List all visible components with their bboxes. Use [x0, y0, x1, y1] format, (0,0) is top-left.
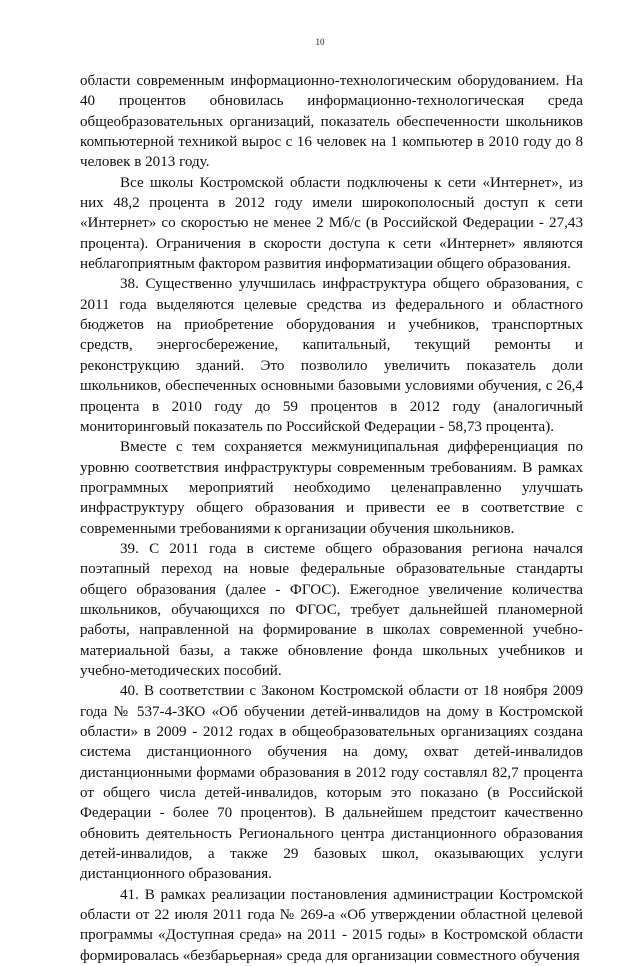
paragraph-40-distance-learning: 40. В соответствии с Законом Костромской области от 18 ноября 2009 года № 537-4-ЗКО «Об обучении детей-инвалидов на дому в Костромской области» в 2009 - 2012 годах в общеобразовательных организациях создана система дистанционного обучения на дому, охват детей-инвалидов дистанционными формами образования в 2012 году составлял 82,7 процента от общего числа детей-инвалидов, которым это показано (в Российской Федерации - более 70 процентов). В дальнейшем предстоит качественно обновить деятельность Регионального центра дистанционного образования детей-инвалидов, а также 29 базовых школ, оказывающих услуги дистанционного образования. [80, 683, 583, 883]
document-body [80, 71, 583, 966]
paragraph-39-fgos-transition: 39. С 2011 года в системе общего образования региона начался поэтапный переход на новые федеральные образовательные стандарты общего образования (далее - ФГОС). Ежегодное увеличение количества школьников, обучающихся по ФГОС, требует дальнейшей планомерной работы, направленной на формирование в школах современной учебно-материальной базы, а также обновление фонда школьных учебников и учебно-методических пособий. [80, 540, 583, 679]
paragraph-continued-from-previous-page: области современным информационно-технологическим оборудованием. На 40 процентов обновилась информационно-технологическая среда общеобразовательных организаций, показатель обеспеченности школьников компьютерной техникой вырос с 16 человек на 1 компьютер в 2010 году до 8 человек в 2013 году. [80, 73, 583, 171]
paragraph-41-accessible-environment: 41. В рамках реализации постановления администрации Костромской области от 22 июля 2011 года № 269-а «Об утверждении областной целевой программы «Доступная среда» на 2011 - 2015 годы» в Костромской области формировалась «безбарьерная» среда для организации совместного обучения [80, 886, 583, 964]
page-number: 10 [315, 37, 325, 47]
paragraph-internet-access: Все школы Костромской области подключены к сети «Интернет», из них 48,2 процента в 2012 году имели широкополосный доступ к сети «Интернет» со скоростью не менее 2 Мб/с (в Российской Федерации - 27,43 процента). Ограничения в скорости доступа к сети «Интернет» являются неблагоприятным фактором развития информатизации общего образования. [80, 174, 583, 273]
paragraph-intermunicipal-differentiation: Вместе с тем сохраняется межмуниципальная дифференциация по уровню соответствия инфраструктуры современным требованиям. В рамках программных мероприятий необходимо целенаправленно улучшать инфраструктуру общего образования и привести ее в соответствие с современными требованиями к организации обучения школьников. [80, 439, 583, 537]
paragraph-38-infrastructure: 38. Существенно улучшилась инфраструктура общего образования, с 2011 года выделяются целевые средства из федерального и областного бюджетов на приобретение оборудования и учебников, транспортных средств, энергосбережение, капитальный, текущий ремонты и реконструкцию зданий. Это позволило увеличить показатель доли школьников, обеспеченных основными базовыми условиями обучения, с 26,4 процента в 2010 году до 59 процентов в 2012 году (аналогичный мониторинговый показатель по Российской Федерации - 58,73 процента). [80, 276, 583, 435]
